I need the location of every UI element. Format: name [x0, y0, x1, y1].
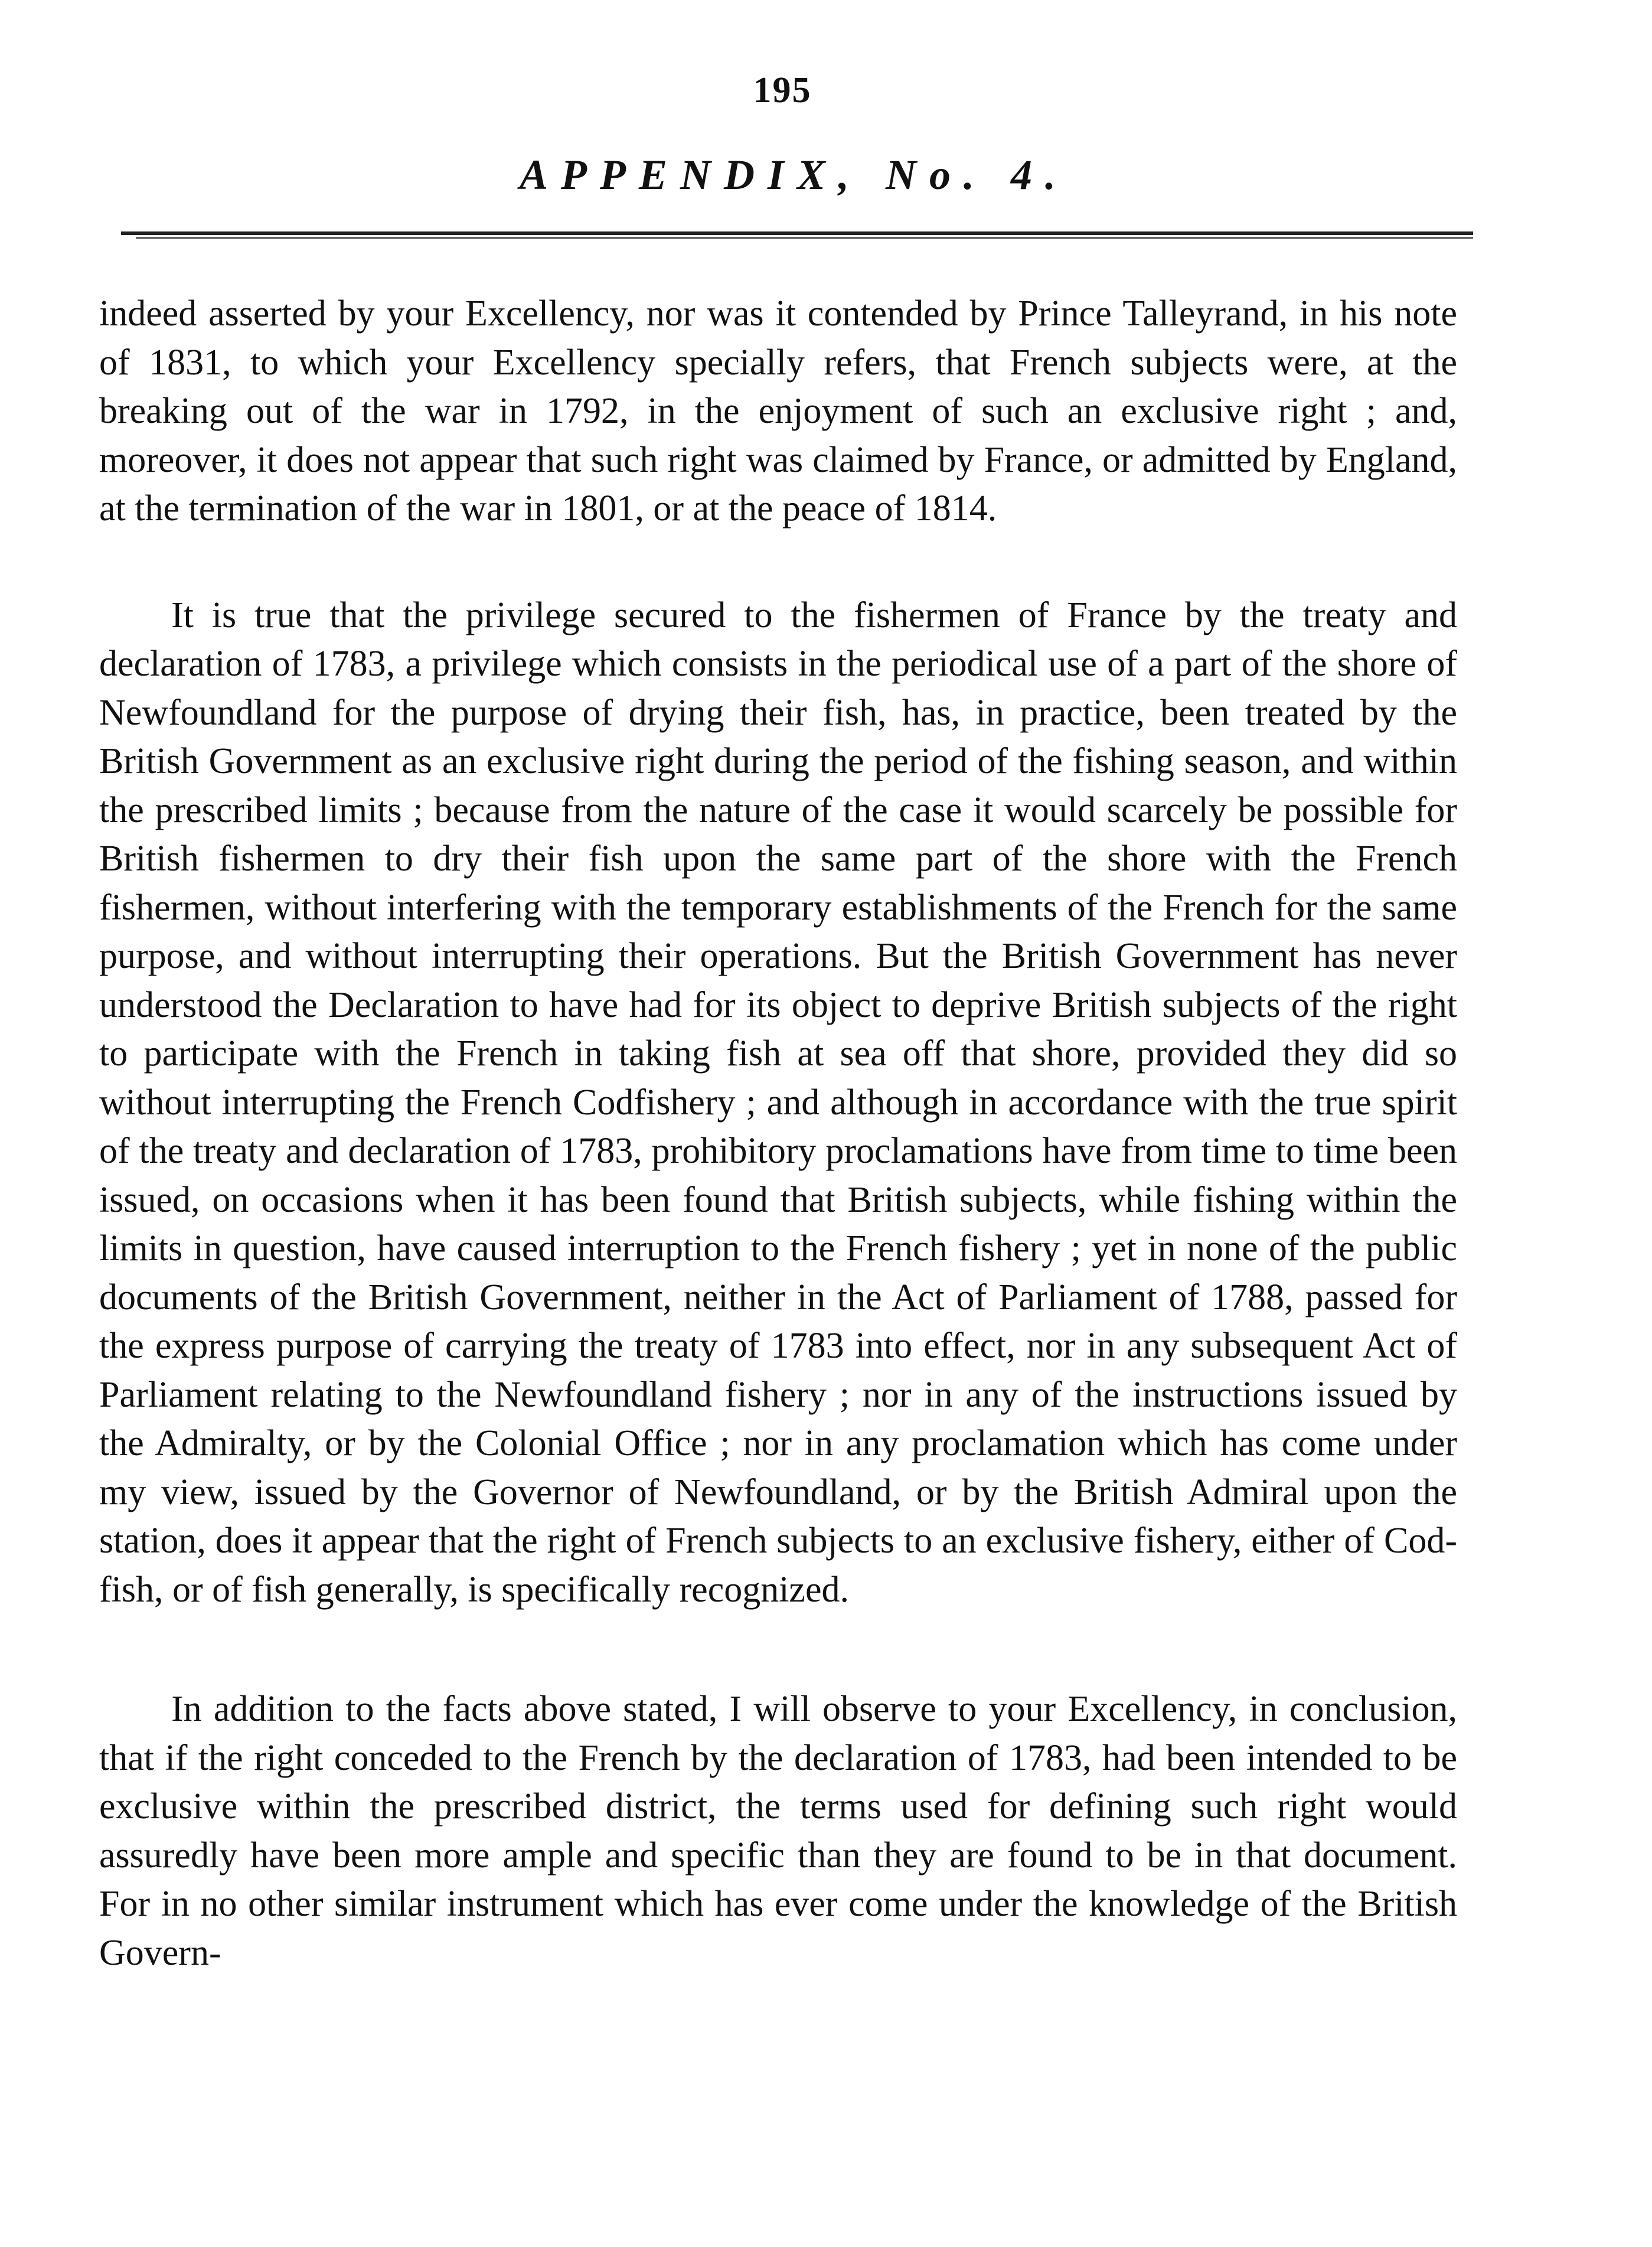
paragraph-privilege: It is true that the privilege secured to the fishermen of France by the treaty and declaration of 1783, a privilege which consists in the periodical use of a part of the shore of Newfoundland for the purpose of drying their fish, has, in practice, been treated by the British Government as an exclusive right during the period of the fishing season, and within the prescribed limits ; because from the nature of the case it would scarcely be possible for British fishermen to dry their fish upon the same part of the shore with the French fishermen, without interfering with the temporary establishments of the French for the same purpose, and without interrupting their operations. But the British Government has never understood the Declaration to have had for its object to deprive British subjects of the right to participate with the French in taking fish at sea off that shore, provided they did so without interrupting the French Codfishery ; and although in accordance with the true spirit of the treaty and declaration of 1783, prohibitory proclamations have from time to time been issued, on occasions when it has been found that British subjects, while fishing within the limits in question, have caused interruption to the French fishery ; yet in none of the public documents of the British Government, neither in the Act of Parliament of 1788, passed for the express purpose of carrying the treaty of 1783 into effect, nor in any subsequent Act of Parliament relating to the Newfoundland fishery ; nor in any of the instructions issued by the Admiralty, or by the Colonial Office ; nor in any proclamation which has come under my view, issued by the Governor of Newfoundland, or by the British Admiral upon the station, does it appear that the right of French subjects to an exclusive fishery, either of Cod-fish, or of fish generally, is specifically recognized.	[99, 595, 1457, 1610]
body-text	[99, 289, 1457, 1977]
paragraph-conclusion: In addition to the facts above stated, I will observe to your Excellency, in conclusion, that if the right conceded to the French by the declaration of 1783, had been intended to be exclusive within the prescribed district, the terms used for defining such right would assuredly have been more ample and specific than they are found to be in that document. For in no other similar instrument which has ever come under the knowledge of the British Govern-	[99, 1689, 1457, 1973]
header-rule-thin	[136, 237, 1473, 239]
page-number: 195	[753, 70, 812, 110]
header-rule	[121, 231, 1473, 235]
paragraph-continued: indeed asserted by your Excellency, nor was it contended by Prince Talleyrand, in his note of 1831, to which your Excellency specially refers, that French subjects were, at the breaking out of the war in 1792, in the enjoyment of such an exclusive right ; and, moreover, it does not appear that such right was claimed by France, or admitted by England, at the termination of the war in 1801, or at the peace of 1814.	[99, 293, 1457, 529]
paragraph-gap	[99, 1614, 1457, 1685]
paragraph-gap	[99, 533, 1457, 591]
running-head: APPENDIX, No. 4.	[519, 151, 1069, 198]
